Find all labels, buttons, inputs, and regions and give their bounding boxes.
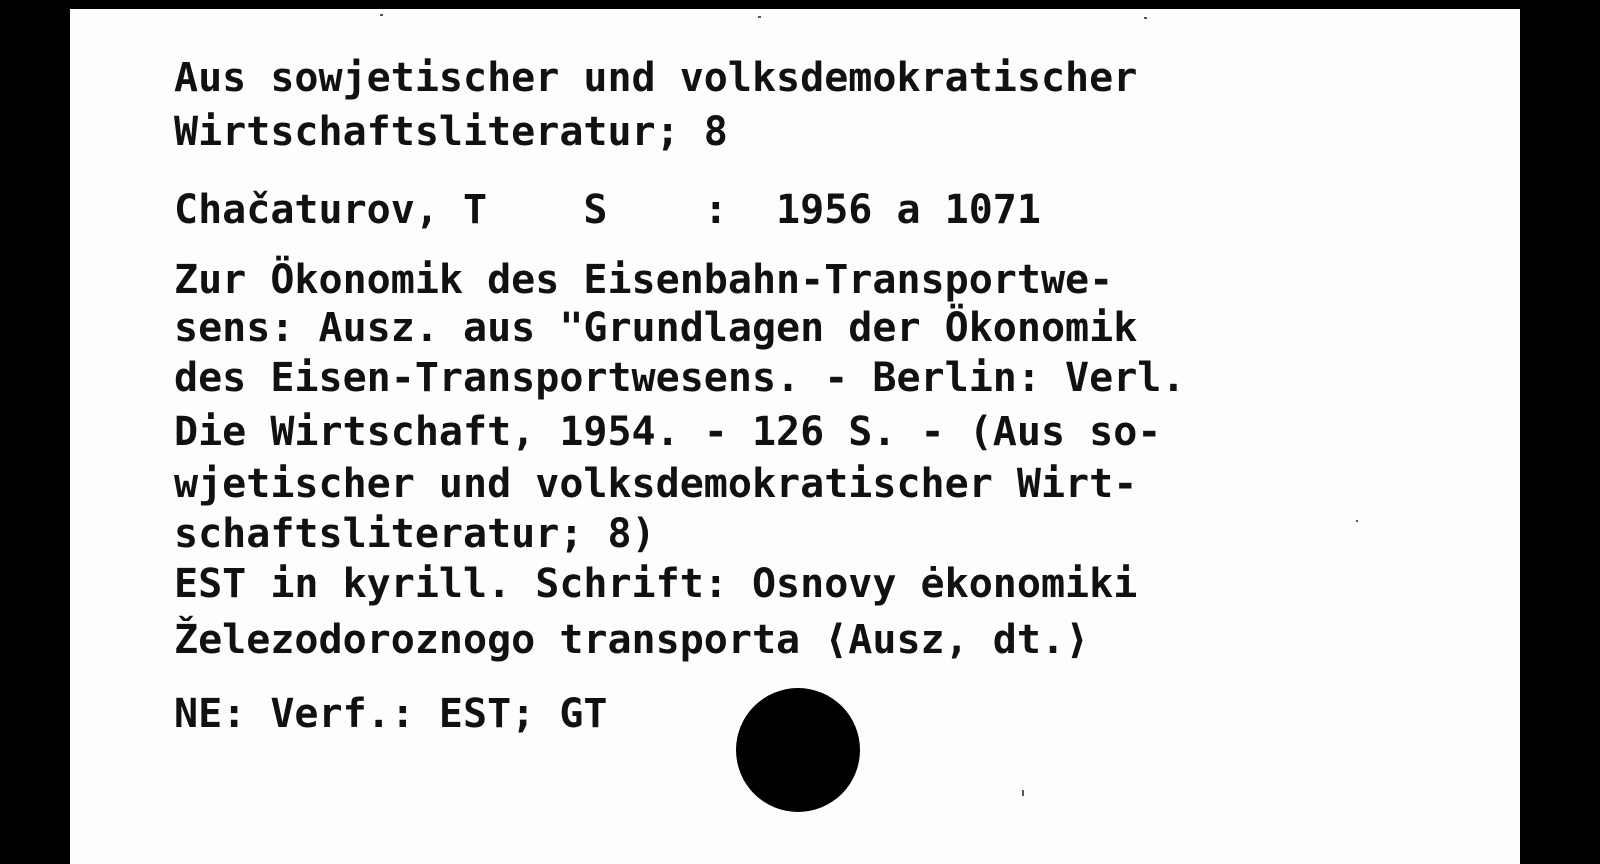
- author-line: Chačaturov, T S : 1956 a 1071: [174, 187, 1041, 233]
- body-line-7: EST in kyrill. Schrift: Osnovy ėkonomiki: [174, 561, 1138, 607]
- series-line-2: Wirtschaftsliteratur; 8: [174, 109, 728, 155]
- punch-hole: [736, 688, 860, 812]
- dust-speck: [1356, 520, 1358, 522]
- footer-line: NE: Verf.: EST; GT: [174, 691, 608, 737]
- body-line-1: Zur Ökonomik des Eisenbahn-Transportwe-: [174, 257, 1114, 303]
- dust-speck: [380, 14, 383, 16]
- body-line-2: sens: Ausz. aus "Grundlagen der Ökonomik: [174, 305, 1138, 351]
- body-line-6: schaftsliteratur; 8): [174, 511, 656, 557]
- scan-top-border: [0, 0, 1600, 9]
- dust-speck: [1144, 17, 1147, 19]
- body-line-4: Die Wirtschaft, 1954. - 126 S. - (Aus so-: [174, 409, 1162, 455]
- body-line-8: Železodoroznogo transporta ⟨Ausz, dt.⟩: [174, 617, 1090, 663]
- dust-speck: [1022, 790, 1024, 796]
- series-line-1: Aus sowjetischer und volksdemokratischer: [174, 55, 1138, 101]
- scan-right-border: [1520, 0, 1600, 864]
- body-line-3: des Eisen-Transportwesens. - Berlin: Verl.: [174, 355, 1186, 401]
- body-line-5: wjetischer und volksdemokratischer Wirt-: [174, 461, 1138, 507]
- dust-speck: [758, 16, 761, 18]
